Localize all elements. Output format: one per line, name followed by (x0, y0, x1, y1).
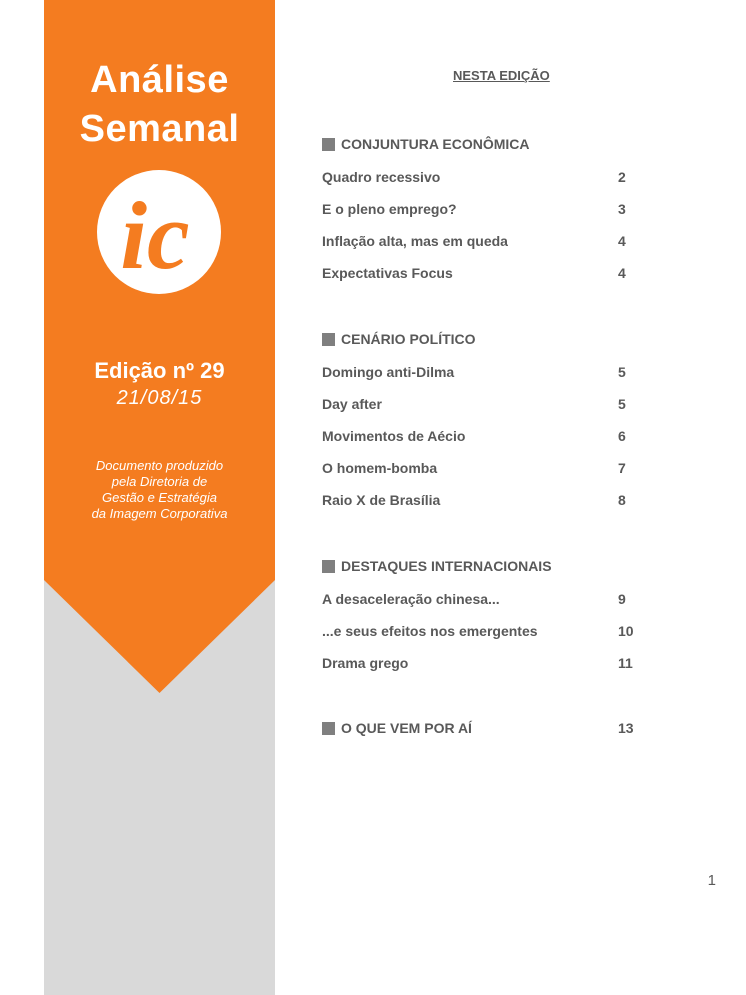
toc-item-page: 7 (618, 460, 626, 476)
producer-line: pela Diretoria de (111, 474, 208, 489)
section-title-text: DESTAQUES INTERNACIONAIS (341, 558, 552, 574)
toc-item[interactable] (322, 615, 642, 647)
toc-item-label: Domingo anti-Dilma (322, 364, 455, 380)
toc-section-internacional (322, 550, 642, 679)
ic-logo-icon (95, 168, 223, 296)
toc-item[interactable] (322, 388, 642, 420)
toc-item-page: 8 (618, 492, 626, 508)
page-number: 1 (707, 872, 716, 889)
toc-item[interactable] (322, 356, 642, 388)
toc-item-page: 11 (618, 655, 633, 671)
orange-banner (44, 0, 275, 693)
producer-line: Documento produzido (95, 458, 224, 473)
toc-item-page: 3 (618, 201, 626, 217)
toc-item-page: 9 (618, 591, 626, 607)
edition-number: Edição nº 29 (94, 358, 225, 383)
toc-item-label: Expectativas Focus (322, 265, 453, 281)
toc-item[interactable] (322, 647, 642, 679)
toc-item-label: O homem-bomba (322, 460, 438, 476)
toc-item-label: Day after (322, 396, 382, 412)
toc-item[interactable] (322, 161, 642, 193)
toc-item-page: 10 (618, 623, 634, 639)
toc-item-page: 5 (618, 396, 626, 412)
producer-line: da Imagem Corporativa (91, 506, 228, 521)
toc-item[interactable] (322, 420, 642, 452)
section-title (322, 128, 642, 161)
section-title-text: CONJUNTURA ECONÔMICA (341, 136, 530, 152)
bullet-square-icon (322, 138, 335, 151)
toc-heading: NESTA EDIÇÃO (453, 68, 550, 83)
toc-item-label: ...e seus efeitos nos emergentes (322, 623, 538, 639)
edition-date: 21/08/15 (116, 387, 203, 409)
toc-item-page: 2 (618, 169, 626, 185)
bullet-square-icon (322, 560, 335, 573)
toc-item[interactable] (322, 484, 642, 516)
toc-item-page: 13 (618, 720, 634, 736)
toc-section-politica (322, 323, 642, 516)
toc-item[interactable] (322, 225, 642, 257)
toc-item-label: E o pleno emprego? (322, 201, 457, 217)
toc-item-label: Inflação alta, mas em queda (322, 233, 508, 249)
toc-item[interactable] (322, 257, 642, 289)
section-title (322, 550, 642, 583)
toc-item[interactable] (322, 193, 642, 225)
producer-note (50, 458, 269, 522)
toc-item[interactable] (322, 452, 642, 484)
toc-item-page: 6 (618, 428, 626, 444)
toc-item-label: Drama grego (322, 655, 409, 671)
bullet-square-icon (322, 722, 335, 735)
toc-item-label: Quadro recessivo (322, 169, 441, 185)
toc-item-label: Movimentos de Aécio (322, 428, 466, 444)
toc-item-page: 5 (618, 364, 626, 380)
title-line-2: Semanal (79, 108, 240, 150)
section-title-text: O QUE VEM POR AÍ (341, 720, 472, 736)
svg-text:ic: ic (120, 182, 190, 289)
toc-section-economia (322, 128, 642, 289)
section-title-text: CENÁRIO POLÍTICO (341, 331, 476, 347)
toc-section-agenda[interactable] (322, 712, 642, 745)
toc-item-label: A desaceleração chinesa... (322, 591, 500, 607)
section-title (322, 712, 642, 745)
toc-item-label: Raio X de Brasília (322, 492, 441, 508)
toc-item[interactable] (322, 583, 642, 615)
producer-line: Gestão e Estratégia (102, 490, 217, 505)
toc-item-page: 4 (618, 265, 626, 281)
title-line-1: Análise (90, 59, 229, 101)
toc-item-page: 4 (618, 233, 626, 249)
section-title (322, 323, 642, 356)
bullet-square-icon (322, 333, 335, 346)
